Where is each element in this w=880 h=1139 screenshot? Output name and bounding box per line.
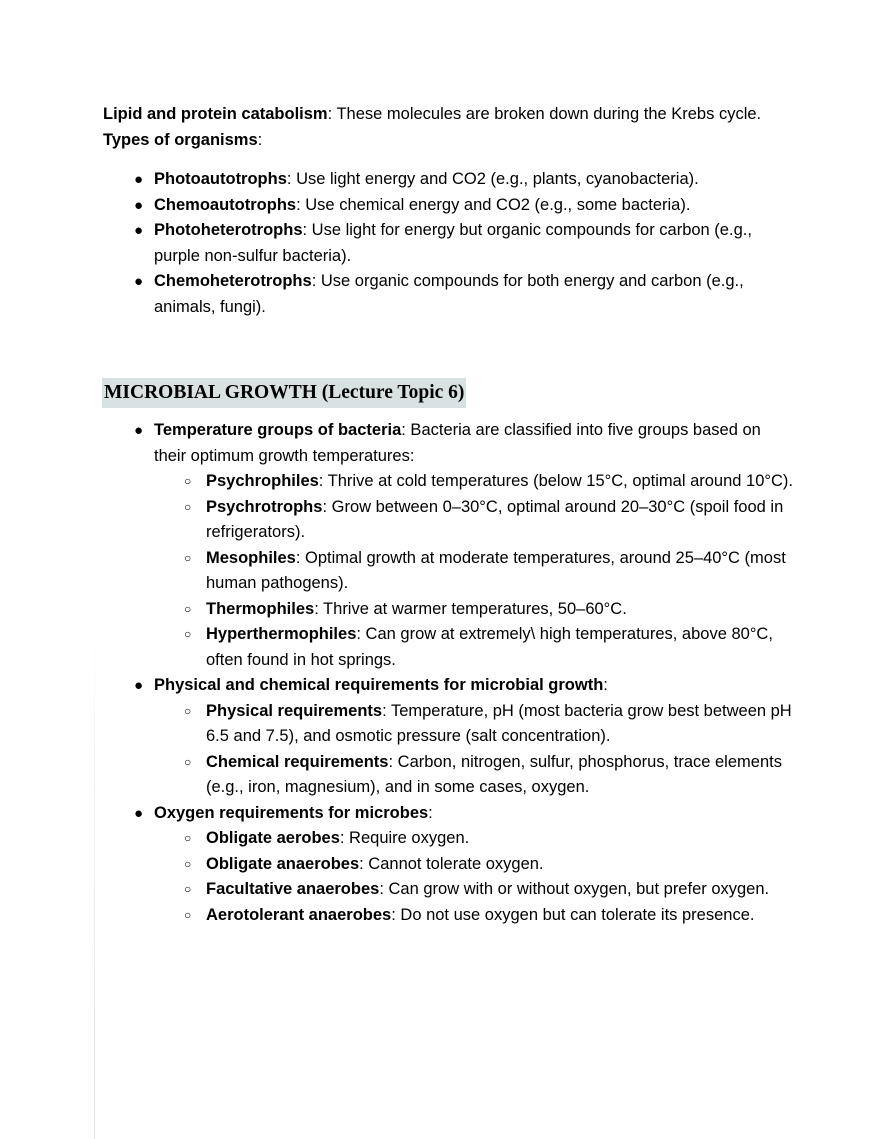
term-label: Photoautotrophs [154,170,287,188]
term-definition: : Carbon, nitrogen, sulfur, phosphorus, trace elements (e.g., iron, magnesium), and in some cases, oxygen. [206,752,782,796]
oxygen-requirements-sublist [154,826,793,928]
circle-bullet-icon: ○ [184,474,192,488]
temperature-groups-sublist [154,469,793,673]
list-item [103,269,793,320]
circle-bullet-icon: ○ [184,627,192,641]
term-label: Physical and chemical requirements for microbial growth [154,676,604,694]
list-item [103,193,793,219]
term-definition: : Use chemical energy and CO2 (e.g., some bacteria). [296,195,691,214]
term-label: Temperature groups of bacteria [154,421,402,439]
term-definition: : Cannot tolerate oxygen. [359,854,544,873]
intro-paragraph-catabolism [103,102,793,128]
bullet-icon: ● [134,196,144,214]
circle-bullet-icon: ○ [184,703,192,718]
term-label: Mesophiles [206,548,296,567]
organism-types-list [103,167,793,320]
term-definition: : Optimal growth at moderate temperatures, around 25–40°C (most human pathogens). [206,548,786,592]
page-edge-shadow [94,620,95,1139]
circle-bullet-icon: ○ [184,907,192,922]
term-label: Aerotolerant anaerobes [206,905,392,924]
term-label: Photoheterotrophs [154,221,303,239]
list-item [154,699,793,750]
term-definition: : [428,803,433,822]
term-label: Psychrotrophs [206,497,323,516]
bullet-icon: ● [134,273,144,290]
term-definition: : Grow between 0–30°C, optimal around 20–30°C (spoil food in refrigerators). [206,497,784,541]
term-label: Oxygen requirements for microbes [154,803,429,822]
circle-bullet-icon: ○ [184,601,192,616]
term-definition: : Use light for energy but organic compounds for carbon (e.g., purple non-sulfur bacteria). [154,221,752,265]
bullet-icon: ● [134,422,144,439]
term-definition: : Use light energy and CO2 (e.g., plants, cyanobacteria). [286,170,699,188]
list-item [154,852,793,878]
circle-bullet-icon: ○ [184,754,192,769]
list-item [154,546,793,597]
list-item [103,167,793,193]
intro-label-catabolism: Lipid and protein catabolism [103,105,328,123]
term-label: Obligate anaerobes [206,854,360,873]
circle-bullet-icon: ○ [184,882,192,896]
term-definition: : Can grow with or without oxygen, but prefer oxygen. [379,880,770,898]
list-item [154,597,793,623]
bullet-icon: ● [134,804,144,822]
list-item [103,218,793,269]
bullet-icon: ● [134,677,144,694]
bullet-icon: ● [134,171,144,188]
list-item [154,826,793,852]
circle-bullet-icon: ○ [184,831,192,845]
page-title: MICROBIAL GROWTH (Lecture Topic 6) [102,378,466,408]
term-definition: : Bacteria are classified into five groups based on their optimum growth temperatures: [154,421,761,465]
term-label: Psychrophiles [206,472,319,490]
list-item [103,418,793,673]
term-label: Chemoheterotrophs [154,272,312,290]
list-item [154,622,793,673]
term-definition: : Thrive at cold temperatures (below 15°C, optimal around 10°C). [318,472,793,490]
circle-bullet-icon: ○ [184,856,192,871]
document-content [103,102,793,928]
term-label: Facultative anaerobes [206,880,380,898]
intro-text-catabolism: : These molecules are broken down during the Krebs cycle. [327,105,762,123]
list-item [154,903,793,929]
term-label: Physical requirements [206,701,383,720]
term-label: Chemical requirements [206,752,389,771]
intro-paragraph-organism-types [103,128,793,154]
term-label: Hyperthermophiles [206,625,357,643]
term-definition: : Require oxygen. [339,829,470,847]
term-definition: : Temperature, pH (most bacteria grow best between pH 6.5 and 7.5), and osmotic pressure (salt concentration). [206,701,792,745]
term-definition: : Do not use oxygen but can tolerate its presence. [391,905,755,924]
microbial-growth-topic-list [103,418,793,928]
term-label: Obligate aerobes [206,829,340,847]
bullet-icon: ● [134,222,144,239]
intro-label-organism-types: Types of organisms [103,130,258,149]
circle-bullet-icon: ○ [184,550,192,565]
term-label: Thermophiles [206,599,315,618]
list-item [103,801,793,929]
term-definition: : Can grow at extremely\ high temperatures, above 80°C, often found in hot springs. [206,625,773,669]
term-definition: : Thrive at warmer temperatures, 50–60°C. [314,599,627,618]
list-item [154,495,793,546]
circle-bullet-icon: ○ [184,499,192,514]
list-item [154,469,793,495]
term-definition: : [603,676,608,694]
requirements-sublist [154,699,793,801]
section-heading-wrapper [102,378,793,408]
term-label: Chemoautotrophs [154,195,297,214]
list-item [154,877,793,903]
intro-text-organism-types: : [257,130,263,149]
term-definition: : Use organic compounds for both energy and carbon (e.g., animals, fungi). [154,272,744,316]
list-item [154,750,793,801]
list-item [103,673,793,801]
